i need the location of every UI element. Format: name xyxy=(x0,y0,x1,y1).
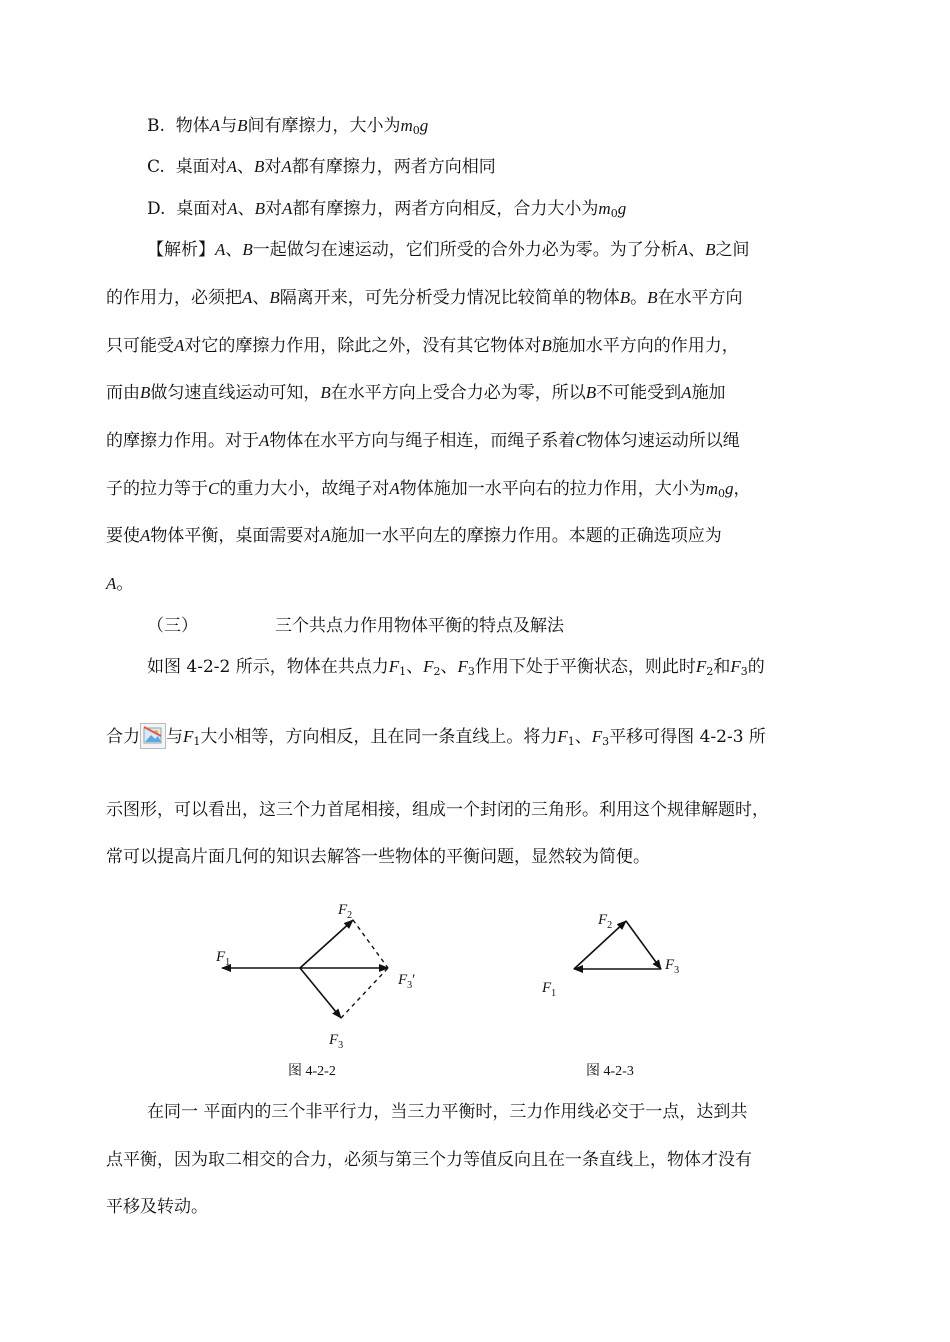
fig1-label-f1: $F_1$ xyxy=(216,949,231,968)
fig2-label-f3: $F_3$ xyxy=(665,957,680,976)
option-d: D. 桌面对A、B对A都有摩擦力，两者方向相反，合力大小为$m_0g$ xyxy=(147,199,627,220)
dashed-line xyxy=(353,920,388,968)
option-c: C. 桌面对A、B对A都有摩擦力，两者方向相同 xyxy=(147,157,496,177)
f2-vector xyxy=(300,920,353,968)
fig2-label-f2: $F_2$ xyxy=(598,912,613,931)
analysis-line-7: 要使A物体平衡，桌面需要对A施加一水平向左的摩擦力作用。本题的正确选项应为 xyxy=(106,526,722,546)
para1-line-2: 合力 与$F_1$大小相等，方向相反，且在同一条直线上。将力$F_1$、$F_3$平移可得图 4-2-3 所 xyxy=(106,723,766,754)
para2-line-2: 点平衡，因为取二相交的合力，必须与第三个力等值反向且在一条直线上，物体才没有 xyxy=(106,1150,752,1170)
analysis-line-1: 【解析】A、B一起做匀在速运动，它们所受的合外力必为零。为了分析A、B之间 xyxy=(147,240,750,260)
fig1-caption: 图 4-2-2 xyxy=(288,1064,336,1079)
fig2-label-f1: $F_1$ xyxy=(542,980,557,999)
fig1-label-f3: $F_3$ xyxy=(329,1032,344,1051)
analysis-line-5: 的摩擦力作用。对于A物体在水平方向与绳子相连，而绳子系着C物体匀速运动所以绳 xyxy=(106,431,740,451)
fig1-label-f2: $F_2$ xyxy=(338,902,353,921)
analysis-line-2: 的作用力，必须把A、B隔离开来，可先分析受力情况比较简单的物体B。B在水平方向 xyxy=(106,288,743,308)
section-title: 三个共点力作用物体平衡的特点及解法 xyxy=(275,616,564,636)
para1-line-1: 如图 4-2-2 所示，物体在共点力$F_1$、$F_2$、$F_3$作用下处于平衡状态，则此时$F_2$和$F_3$的 xyxy=(147,657,765,678)
analysis-line-8: A。 xyxy=(106,574,134,594)
para1-line-3: 示图形，可以看出，这三个力首尾相接，组成一个封闭的三角形。利用这个规律解题时， xyxy=(106,800,769,820)
fig2-caption: 图 4-2-3 xyxy=(586,1064,634,1079)
para1-line-4: 常可以提高片面几何的知识去解答一些物体的平衡问题，显然较为简便。 xyxy=(106,847,650,867)
para2-line-1: 在同一 平面内的三个非平行力，当三力平衡时，三力作用线必交于一点，达到共 xyxy=(147,1102,748,1122)
analysis-line-6: 子的拉力等于C的重力大小，故绳子对A物体施加一水平向右的拉力作用，大小为$m_0g$， xyxy=(106,479,751,500)
analysis-line-3: 只可能受A对它的摩擦力作用，除此之外，没有其它物体对B施加水平方向的作用力， xyxy=(106,336,739,356)
f3-vector xyxy=(626,921,661,969)
analysis-line-4: 而由B做匀速直线运动可知，B在水平方向上受合力必为零，所以B不可能受到A施加 xyxy=(106,383,726,403)
para2-line-3: 平移及转动。 xyxy=(106,1197,208,1217)
fig1-label-f3-prime: $F_3'$ xyxy=(398,972,416,991)
f3-vector xyxy=(300,968,341,1018)
dashed-line xyxy=(341,968,388,1018)
section-number: （三） xyxy=(147,616,198,636)
broken-image-icon xyxy=(140,723,166,749)
figure-4-2-2 xyxy=(210,900,430,1050)
option-b: B. 物体A与B间有摩擦力，大小为$m_0g$ xyxy=(147,116,429,137)
